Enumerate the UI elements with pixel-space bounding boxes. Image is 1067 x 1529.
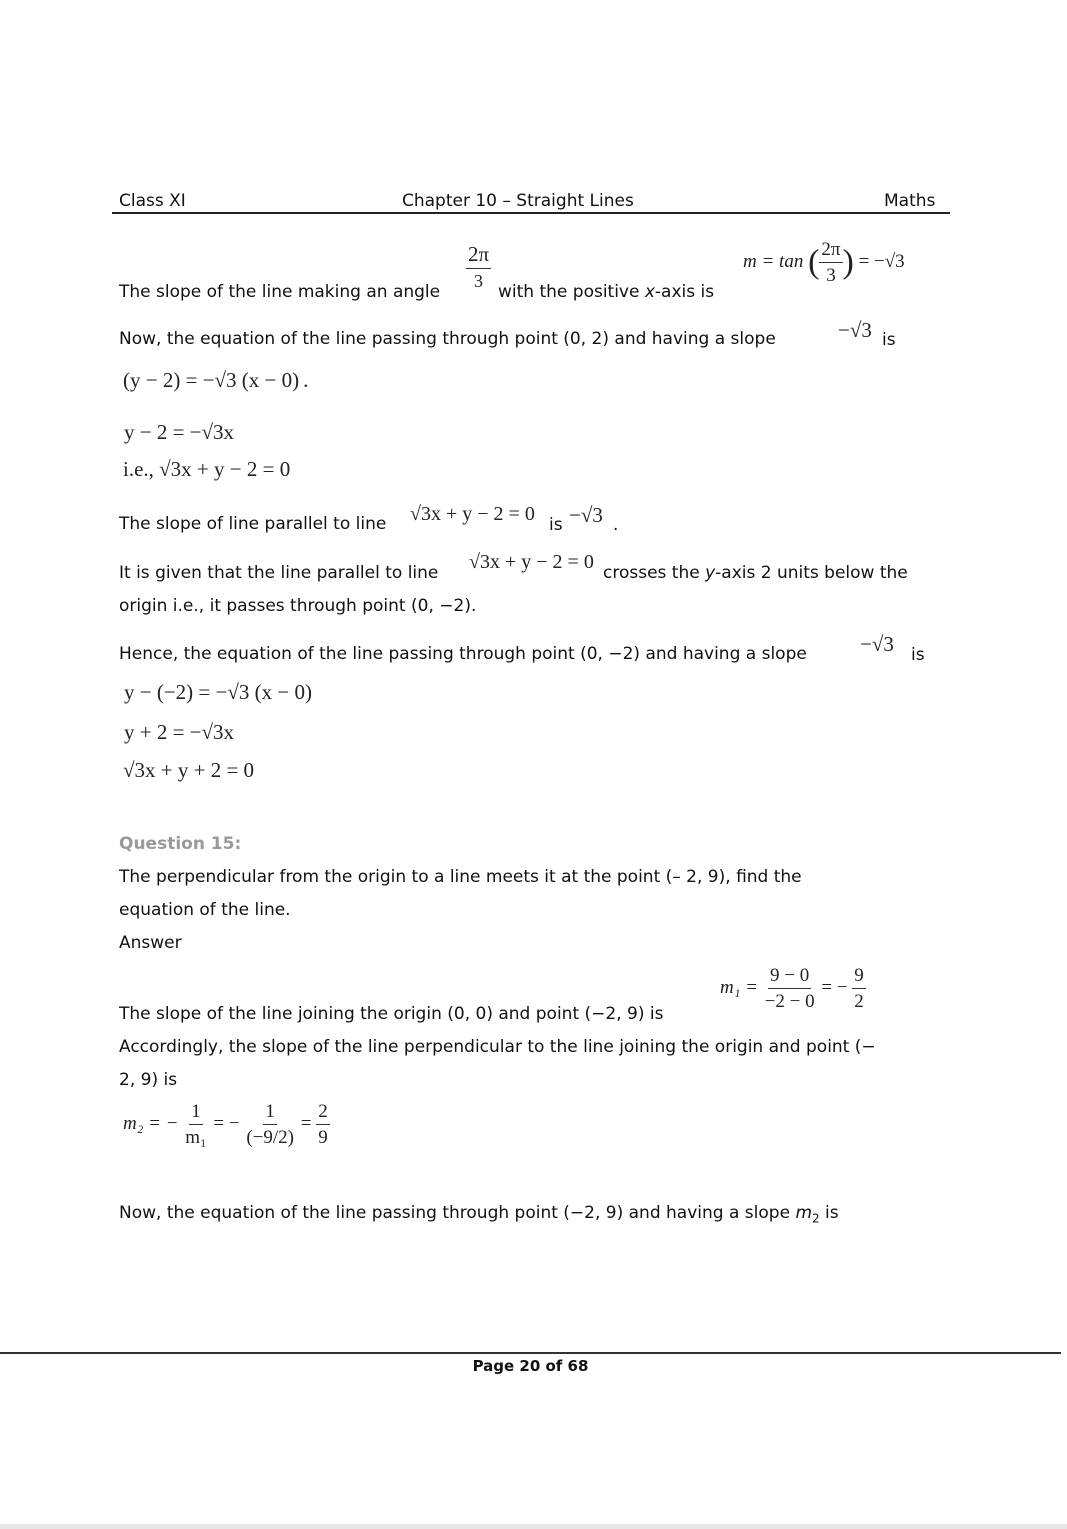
angle-denominator: 3 — [474, 271, 484, 291]
given-sentence-b — [603, 562, 908, 584]
header-divider — [112, 212, 950, 214]
m1-eq: = − — [821, 976, 848, 998]
hence-slope: −√3 — [860, 632, 894, 656]
m2-equation — [123, 1102, 330, 1147]
text: Now, the equation of the line passing through point (−2, 9) and having a slope — [119, 1203, 796, 1223]
m2-res-den: 9 — [318, 1127, 328, 1148]
text: The slope of line parallel to line — [119, 514, 387, 534]
m1-num: 9 − 0 — [768, 966, 811, 989]
text: x — [644, 282, 655, 302]
m2-f2-num: 1 — [263, 1102, 277, 1125]
eq-rhs: = −√3 — [858, 250, 905, 272]
slope-angle-sentence — [119, 281, 440, 303]
text: is — [882, 330, 896, 350]
m2-res-num: 2 — [316, 1102, 330, 1125]
eq-den: 3 — [826, 265, 836, 286]
equation-3: i.e., √3x + y − 2 = 0 — [123, 457, 291, 481]
text: -axis 2 units below the — [715, 563, 908, 583]
text: The slope of the line making an angle — [119, 282, 441, 302]
perp-sentence-line1: Accordingly, the slope of the line perpendicular to the line joining the origin and point (− — [119, 1037, 876, 1057]
parallel-slope: −√3 — [569, 503, 603, 527]
text: . — [613, 515, 619, 535]
text: is — [819, 1203, 839, 1223]
slope-equation: m = tan ( $\frac{2\pi}{3}$ ) = −√3 — [743, 239, 905, 286]
text: Now, the equation of the line passing through point (0, 2) and having a slope — [119, 329, 776, 349]
parallel-line-eq: √3x + y − 2 = 0 — [410, 503, 535, 525]
question-text-line2: equation of the line. — [119, 900, 291, 920]
m1-den: −2 − 0 — [764, 991, 815, 1012]
given-sentence-line2: origin i.e., it passes through point (0, −2). — [119, 596, 477, 616]
header-subject: Maths — [884, 191, 936, 211]
text: crosses the — [603, 563, 706, 583]
angle-numerator: 2π — [466, 244, 491, 269]
viewer-bottom-edge — [0, 1524, 1067, 1529]
equation-5: y + 2 = −√3x — [124, 720, 235, 744]
footer-divider — [0, 1352, 1061, 1354]
final-sentence — [119, 1202, 839, 1229]
equation-6: √3x + y + 2 = 0 — [123, 758, 255, 782]
dot: . — [303, 368, 309, 392]
text: 2 — [812, 1211, 820, 1226]
slope1-sentence: The slope of the line joining the origin (0, 0) and point (−2, 9) is — [119, 1004, 664, 1024]
equation-intro — [119, 328, 776, 350]
m1-equation — [720, 966, 866, 1011]
perp-sentence-line2: 2, 9) is — [119, 1070, 178, 1090]
header-class: Class XI — [119, 191, 186, 211]
eq: (y − 2) = −√3 (x − 0) — [123, 368, 300, 392]
slope-value: −√3 — [838, 318, 872, 342]
text: It is given that the line parallel to line — [119, 563, 439, 583]
eq-lhs: m = tan — [743, 250, 804, 272]
given-sentence — [119, 562, 438, 584]
text: y — [705, 563, 716, 583]
text: -axis is — [654, 282, 715, 302]
eq-num: 2π — [819, 240, 842, 263]
text: is — [549, 515, 563, 535]
parallel-slope-sentence — [119, 513, 386, 535]
text: is — [911, 645, 925, 665]
m2-eq2: = − — [213, 1112, 240, 1134]
question-heading: Question 15: — [119, 834, 242, 854]
m2-f1-den: m₁ — [185, 1127, 207, 1148]
question-text-line1: The perpendicular from the origin to a line meets it at the point (– 2, 9), find the — [119, 867, 802, 887]
m2-f1-num: 1 — [189, 1102, 203, 1125]
given-line-eq: √3x + y − 2 = 0 — [469, 551, 594, 573]
m1-lhs: m₁ = — [720, 976, 758, 998]
hence-sentence: Hence, the equation of the line passing through point (0, −2) and having a slope — [119, 644, 807, 664]
text: m — [795, 1203, 812, 1223]
equation-2: y − 2 = −√3x — [124, 420, 235, 444]
m2-eq3: = — [300, 1112, 312, 1134]
text: with the positive — [498, 282, 645, 302]
m2-lhs: m₂ = − — [123, 1112, 179, 1134]
equation-1 — [123, 368, 308, 393]
angle-fraction — [466, 244, 491, 290]
page-number: Page 20 of 68 — [472, 1357, 589, 1375]
slope-angle-sentence-b — [498, 281, 714, 303]
header-chapter: Chapter 10 – Straight Lines — [402, 191, 634, 211]
answer-label: Answer — [119, 933, 182, 953]
m1-res-den: 2 — [854, 991, 864, 1012]
equation-4: y − (−2) = −√3 (x − 0) — [124, 680, 312, 704]
m1-res-num: 9 — [852, 966, 866, 989]
m2-f2-den: (−9/2) — [246, 1127, 294, 1148]
